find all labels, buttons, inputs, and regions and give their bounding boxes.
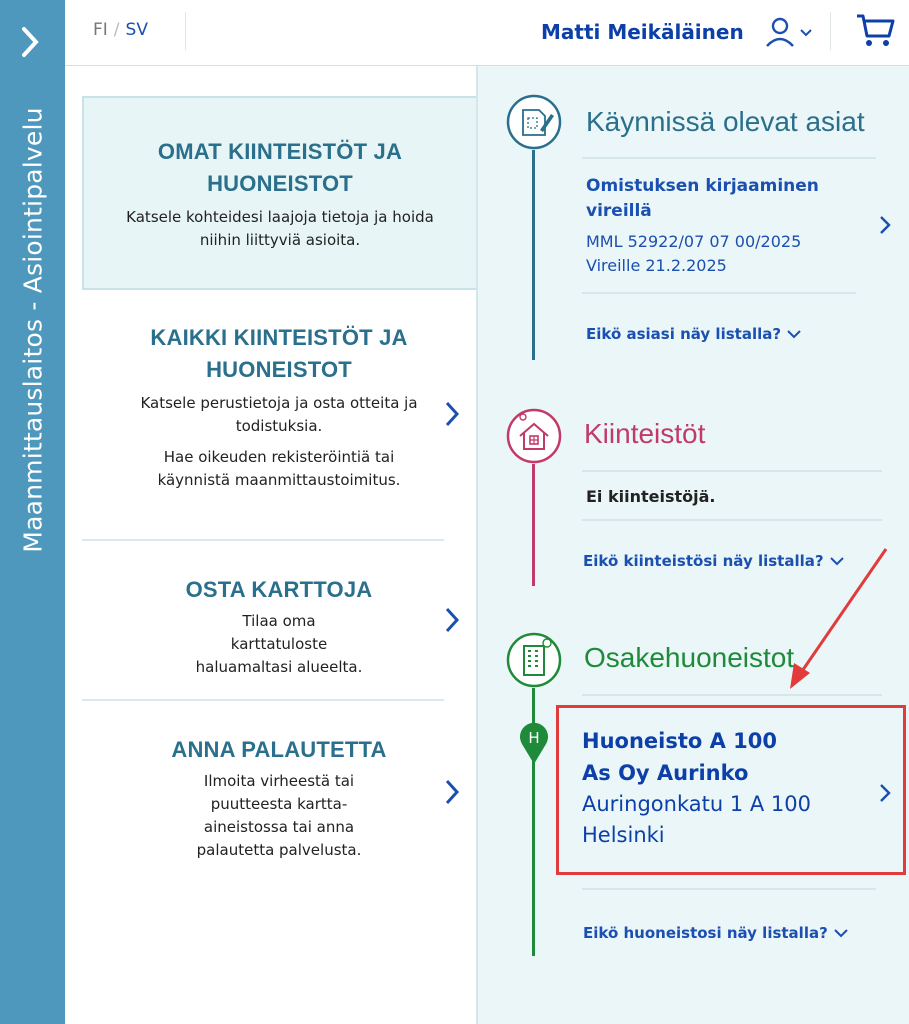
chevron-down-icon: [834, 929, 848, 938]
lang-separator: /: [113, 20, 120, 40]
chevron-right-icon[interactable]: [444, 400, 460, 428]
menu-item-desc-secondary: Hae oikeuden rekisteröintiä tai käynnistä maanmittaustoimitus.: [157, 448, 401, 489]
section-divider: [582, 888, 876, 890]
section-divider: [582, 519, 882, 521]
chevron-right-icon[interactable]: [444, 778, 460, 806]
case-item-date: Vireille 21.2.2025: [586, 256, 727, 275]
case-item-id: MML 52922/07 07 00/2025: [586, 232, 802, 251]
house-icon: [506, 408, 562, 464]
header-divider: [185, 12, 186, 50]
menu-item-desc: Katsele kohteidesi laajoja tietoja ja hoida niihin liittyviä asioita.: [126, 208, 434, 249]
header-divider-right: [830, 12, 831, 50]
cart-icon[interactable]: [855, 12, 895, 50]
section-divider: [582, 470, 882, 472]
lang-sv[interactable]: SV: [125, 20, 148, 40]
cases-missing-link[interactable]: [586, 325, 801, 343]
menu-item-all-properties[interactable]: [82, 322, 476, 522]
user-icon[interactable]: [765, 16, 815, 50]
menu-item-title: OSTA KARTTOJA: [185, 577, 373, 602]
chevron-right-icon[interactable]: [879, 783, 891, 803]
chevron-right-icon[interactable]: [19, 26, 41, 58]
chevron-right-icon[interactable]: [879, 215, 891, 235]
apartment-item-address: Auringonkatu 1 A 100 Helsinki: [582, 792, 811, 847]
timeline-line: [532, 464, 535, 586]
section-divider: [582, 694, 882, 696]
apartments-missing-link-text: Eikö huoneistosi näy listalla?: [583, 924, 828, 942]
properties-empty-text: Ei kiinteistöjä.: [586, 487, 716, 506]
case-item-title[interactable]: Omistuksen kirjaaminen vireillä: [586, 176, 819, 221]
user-name[interactable]: Matti Meikäläinen: [541, 20, 744, 44]
chevron-right-icon[interactable]: [444, 606, 460, 634]
menu-item-desc: Ilmoita virheestä tai puutteesta kartta-aineistossa tai anna palautetta palvelusta.: [196, 772, 362, 859]
cases-missing-link-text: Eikö asiasi näy listalla?: [586, 325, 782, 343]
menu-divider: [82, 699, 444, 701]
timeline-line: [532, 150, 535, 360]
section-divider: [582, 157, 876, 159]
language-switcher: [93, 20, 148, 40]
menu-item-title: OMAT KIINTEISTÖT JA HUONEISTOT: [157, 139, 403, 196]
top-header: [65, 0, 909, 66]
document-edit-icon: [506, 94, 562, 150]
app-sidebar: [0, 0, 65, 1024]
apartments-missing-link[interactable]: [583, 924, 848, 942]
section-title-cases: Käynnissä olevat asiat: [586, 106, 865, 137]
lang-fi[interactable]: FI: [93, 20, 108, 40]
menu-item-title: ANNA PALAUTETTA: [171, 737, 387, 762]
chevron-down-icon: [787, 330, 801, 339]
annotation-arrow-icon: [780, 545, 890, 695]
section-divider: [582, 292, 856, 294]
sidebar-title: Maanmittauslaitos - Asiointipalvelu: [18, 107, 48, 553]
menu-item-title: KAIKKI KIINTEISTÖT JA HUONEISTOT: [150, 325, 408, 382]
section-title-apartments: Osakehuoneistot: [584, 642, 795, 673]
apartment-building-icon: [506, 632, 562, 688]
properties-missing-link-text: Eikö kiinteistösi näy listalla?: [583, 552, 824, 570]
menu-item-buy-maps[interactable]: [82, 574, 476, 676]
menu-item-feedback[interactable]: [82, 734, 476, 859]
menu-divider: [82, 539, 444, 541]
map-pin-label: H: [528, 729, 540, 747]
section-title-properties: Kiinteistöt: [584, 418, 706, 449]
menu-item-desc: Tilaa oma karttatuloste haluamaltasi alueelta.: [195, 612, 363, 676]
menu-item-own-properties[interactable]: [82, 96, 476, 290]
menu-item-desc: Katsele perustietoja ja osta otteita ja todistuksia.: [140, 394, 418, 435]
apartment-item-title[interactable]: Huoneisto A 100 As Oy Aurinko: [582, 729, 778, 785]
